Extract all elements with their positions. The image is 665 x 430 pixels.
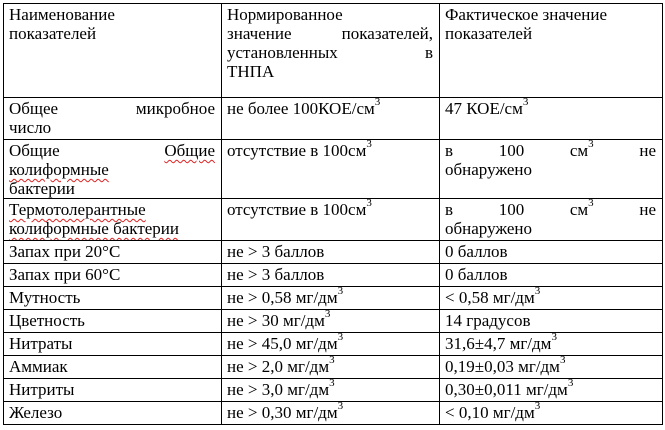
norm-value: не > 2,0 мг/дм [227,357,330,376]
indicator-name: бактерии [9,179,75,198]
indicator-name-text: Термотолерантные [9,200,146,219]
actual-value-cell [440,333,663,356]
indicator-name-cell [4,310,222,333]
actual-value: 31,6±4,7 мг/дм [445,334,552,353]
actual-value: 0,19±0,03 мг/дм [445,357,560,376]
superscript: 3 [324,309,331,321]
superscript: 3 [329,378,335,390]
norm-value-cell [222,140,440,199]
norm-value-cell [222,199,440,241]
actual-value: 47 КОЕ/см [445,99,523,118]
norm-value: не > 0,30 мг/дм [227,403,338,422]
actual-value: 14 градусов [445,311,531,330]
table-row [4,333,663,356]
actual-value-cell [440,402,663,425]
actual-value-cell [440,241,663,264]
actual-value: 0 баллов [445,265,508,284]
actual-value: обнаружено [445,160,533,179]
actual-value-cell [440,310,663,333]
superscript: 3 [534,401,541,413]
norm-value: отсутствие в 100см [227,200,367,219]
indicator-name: Мутность [9,288,81,307]
table-row [4,310,663,333]
actual-value: 0 баллов [445,242,508,261]
superscript: 3 [534,286,541,298]
indicator-name [9,219,215,238]
indicator-name: Общие Общие колиформные [9,141,215,179]
indicator-name: Аммиак [9,357,68,376]
actual-value-cell [440,140,663,199]
superscript: 3 [337,286,344,298]
indicator-name-cell [4,140,222,199]
norm-value: не > 3,0 мг/дм [227,380,330,399]
actual-value-cell [440,199,663,241]
norm-value-cell [222,241,440,264]
header-text: показателей [9,24,97,43]
header-text: установленных в [227,43,433,62]
indicator-name-cell [4,379,222,402]
indicator-name-cell [4,402,222,425]
superscript: 3 [588,139,594,151]
table-row [4,140,663,199]
header-text: показателей [445,24,533,43]
actual-value-cell [440,264,663,287]
actual-value-text: не [639,200,656,219]
header-norm-cell [222,4,440,98]
superscript: 3 [559,355,566,367]
norm-value-cell [222,310,440,333]
actual-value-text: в 100 см [445,200,589,219]
table-row [4,379,663,402]
superscript: 3 [522,97,529,109]
superscript: 3 [366,139,372,151]
superscript: 3 [337,332,344,344]
indicator-name: число [9,118,52,137]
header-text: значение показателей, [227,24,433,43]
norm-value-cell [222,379,440,402]
indicator-name: Цветность [9,311,85,330]
indicator-name-cell [4,333,222,356]
superscript: 3 [588,198,594,210]
actual-value: < 0,58 мг/дм [445,288,535,307]
norm-value: не > 3 баллов [227,242,325,261]
header-text: ТНПА [227,62,275,81]
norm-value-cell [222,287,440,310]
actual-value-text: не [639,141,656,160]
table-row [4,264,663,287]
norm-value-cell [222,264,440,287]
superscript: 3 [337,401,344,413]
table-row [4,356,663,379]
header-text: Фактическое значение [445,5,608,24]
indicators-table [3,3,663,425]
header-name-cell [4,4,222,98]
indicator-name: Общее микробное [9,99,215,118]
norm-value: не > 45,0 мг/дм [227,334,338,353]
actual-value [445,141,656,160]
actual-value [445,200,656,219]
indicator-name-cell [4,287,222,310]
table-row [4,241,663,264]
superscript: 3 [374,97,381,109]
indicator-name-cell [4,199,222,241]
table-row [4,199,663,241]
header-row [4,4,663,98]
indicator-name: Нитраты [9,334,73,353]
norm-value: не > 0,58 мг/дм [227,288,338,307]
superscript: 3 [551,332,557,344]
actual-value-cell [440,287,663,310]
norm-value-cell [222,402,440,425]
norm-value: не более 100КОЕ/см [227,99,375,118]
header-text: Наименование [9,5,115,24]
norm-value-cell [222,333,440,356]
actual-value-cell [440,379,663,402]
superscript: 3 [567,378,574,390]
norm-value-cell [222,356,440,379]
norm-value: не > 30 мг/дм [227,311,325,330]
header-text: Нормированное [227,5,343,24]
indicator-name: Железо [9,403,63,422]
table-row [4,402,663,425]
table-row [4,287,663,310]
superscript: 3 [366,198,372,210]
header-actual-cell [440,4,663,98]
indicator-name-cell [4,241,222,264]
indicator-name-cell [4,264,222,287]
actual-value-cell [440,356,663,379]
indicator-name-cell [4,356,222,379]
actual-value: < 0,10 мг/дм [445,403,535,422]
norm-value: не > 3 баллов [227,265,325,284]
indicator-name: Запах при 60°С [9,265,121,284]
norm-value: отсутствие в 100см [227,141,367,160]
superscript: 3 [329,355,335,367]
indicator-name: Запах при 20°С [9,242,121,261]
actual-value: 0,30±0,011 мг/дм [445,380,568,399]
actual-value: обнаружено [445,219,533,238]
indicator-name-text: колиформные бактерии [9,219,179,238]
indicator-name [9,200,215,219]
indicator-name-text: Общие колиформные [9,141,215,179]
table-row [4,98,663,140]
actual-value-text: в 100 см [445,141,589,160]
indicator-name-cell [4,98,222,140]
indicator-name: Нитриты [9,380,75,399]
actual-value-cell [440,98,663,140]
norm-value-cell [222,98,440,140]
